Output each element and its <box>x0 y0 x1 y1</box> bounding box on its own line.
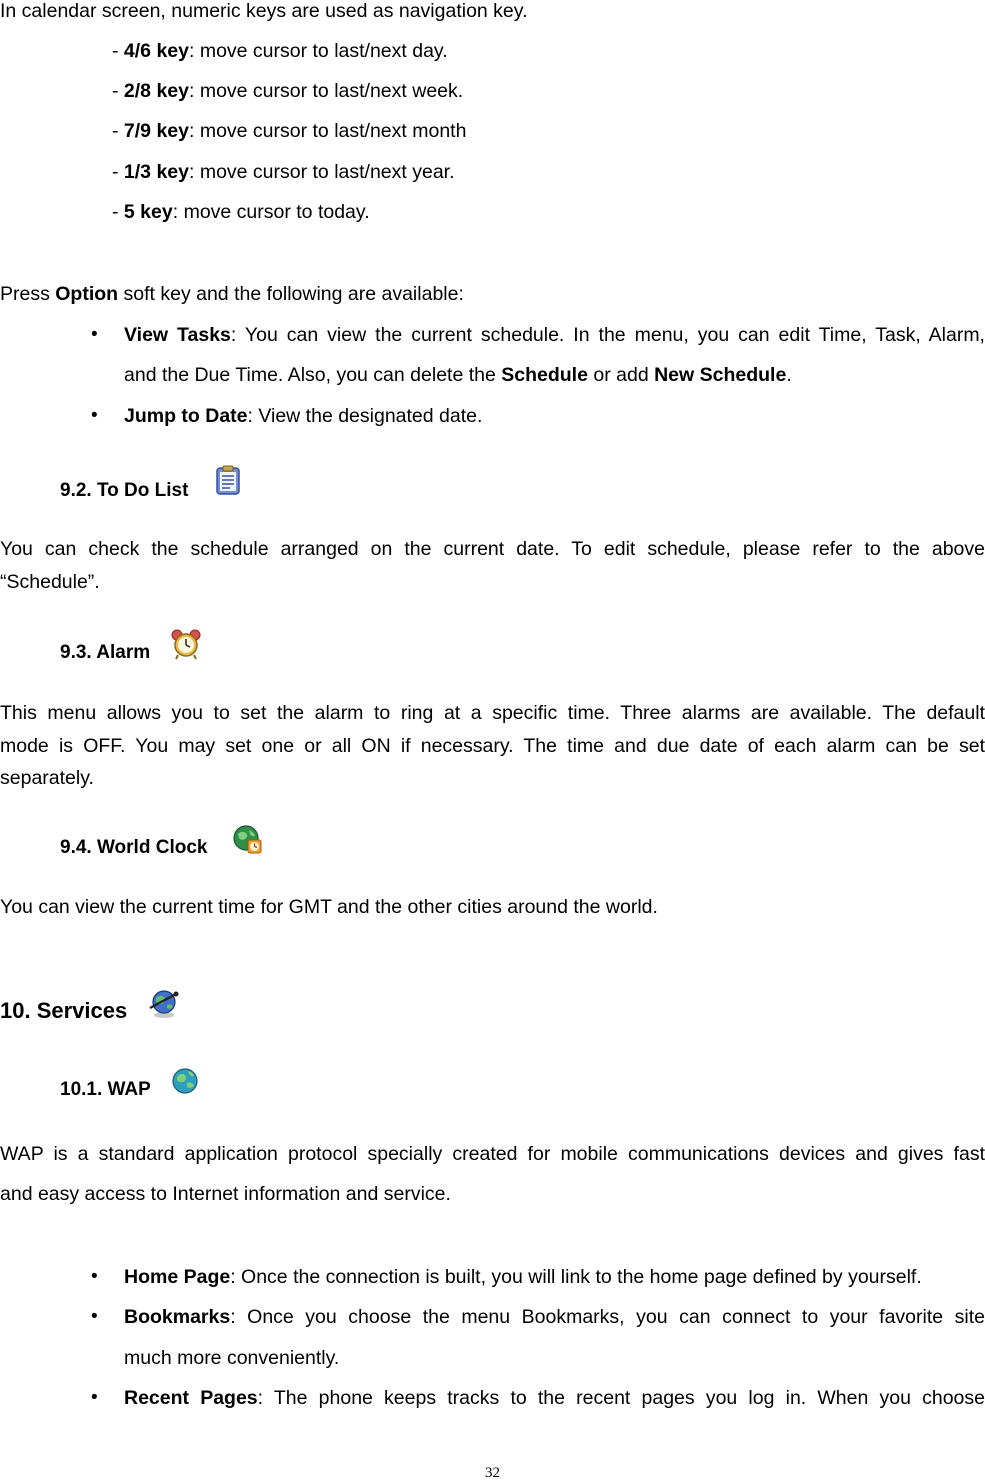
section-heading-alarm: 9.3. Alarm <box>60 642 151 663</box>
nav-key-item: - 2/8 key: move cursor to last/next week. <box>112 80 464 102</box>
wap-paragraph-line: WAP is a standard application protocol specially created for mobile communications devices and gives fast <box>0 1143 985 1165</box>
alarm-clock-icon <box>170 628 202 660</box>
section-heading-todo: 9.2. To Do List <box>60 480 189 501</box>
alarm-paragraph-line: This menu allows you to set the alarm to ring at a specific time. Three alarms are available. The default <box>0 702 985 724</box>
alarm-paragraph-line: separately. <box>0 767 94 789</box>
bullet-marker: • <box>91 405 98 426</box>
bookmarks-continuation: much more conveniently. <box>124 1347 340 1369</box>
bookmarks-item: Bookmarks: Once you choose the menu Bookmarks, you can connect to your favorite site <box>124 1306 985 1328</box>
nav-key-item: - 4/6 key: move cursor to last/next day. <box>112 40 448 62</box>
section-heading-wap: 10.1. WAP <box>60 1079 151 1100</box>
view-tasks-item: View Tasks: You can view the current schedule. In the menu, you can edit Time, Task, Alarm, <box>124 324 985 346</box>
bullet-marker: • <box>91 1306 98 1327</box>
recent-pages-item: Recent Pages: The phone keeps tracks to the recent pages you log in. When you choose <box>124 1387 985 1409</box>
wap-globe-icon <box>170 1066 200 1096</box>
home-page-item: Home Page: Once the connection is built, you will link to the home page defined by yourself. <box>124 1266 922 1288</box>
bullet-marker: • <box>91 324 98 345</box>
intro-text: In calendar screen, numeric keys are used as navigation key. <box>0 0 528 22</box>
nav-key-item: - 1/3 key: move cursor to last/next year. <box>112 161 455 183</box>
section-heading-services: 10. Services <box>0 998 128 1023</box>
bullet-marker: • <box>91 1387 98 1408</box>
page-number: 32 <box>485 1465 500 1481</box>
nav-key-item: - 5 key: move cursor to today. <box>112 201 370 223</box>
nav-key-item: - 7/9 key: move cursor to last/next month <box>112 120 467 142</box>
jump-to-date-item: Jump to Date: View the designated date. <box>124 405 483 427</box>
world-clock-icon <box>232 824 264 856</box>
option-intro: Press Option soft key and the following are available: <box>0 283 464 305</box>
view-tasks-continuation: and the Due Time. Also, you can delete the Schedule or add New Schedule. <box>124 364 792 386</box>
wap-paragraph-line: and easy access to Internet information and service. <box>0 1183 451 1205</box>
section-heading-world-clock: 9.4. World Clock <box>60 837 208 858</box>
bullet-marker: • <box>91 1266 98 1287</box>
services-globe-icon <box>146 988 182 1020</box>
todo-list-icon <box>214 465 242 495</box>
world-clock-paragraph: You can view the current time for GMT and the other cities around the world. <box>0 896 658 918</box>
todo-paragraph-line: You can check the schedule arranged on the current date. To edit schedule, please refer to the above <box>0 538 985 560</box>
todo-paragraph-line: “Schedule”. <box>0 571 100 593</box>
alarm-paragraph-line: mode is OFF. You may set one or all ON if necessary. The time and due date of each alarm can be set <box>0 735 985 757</box>
